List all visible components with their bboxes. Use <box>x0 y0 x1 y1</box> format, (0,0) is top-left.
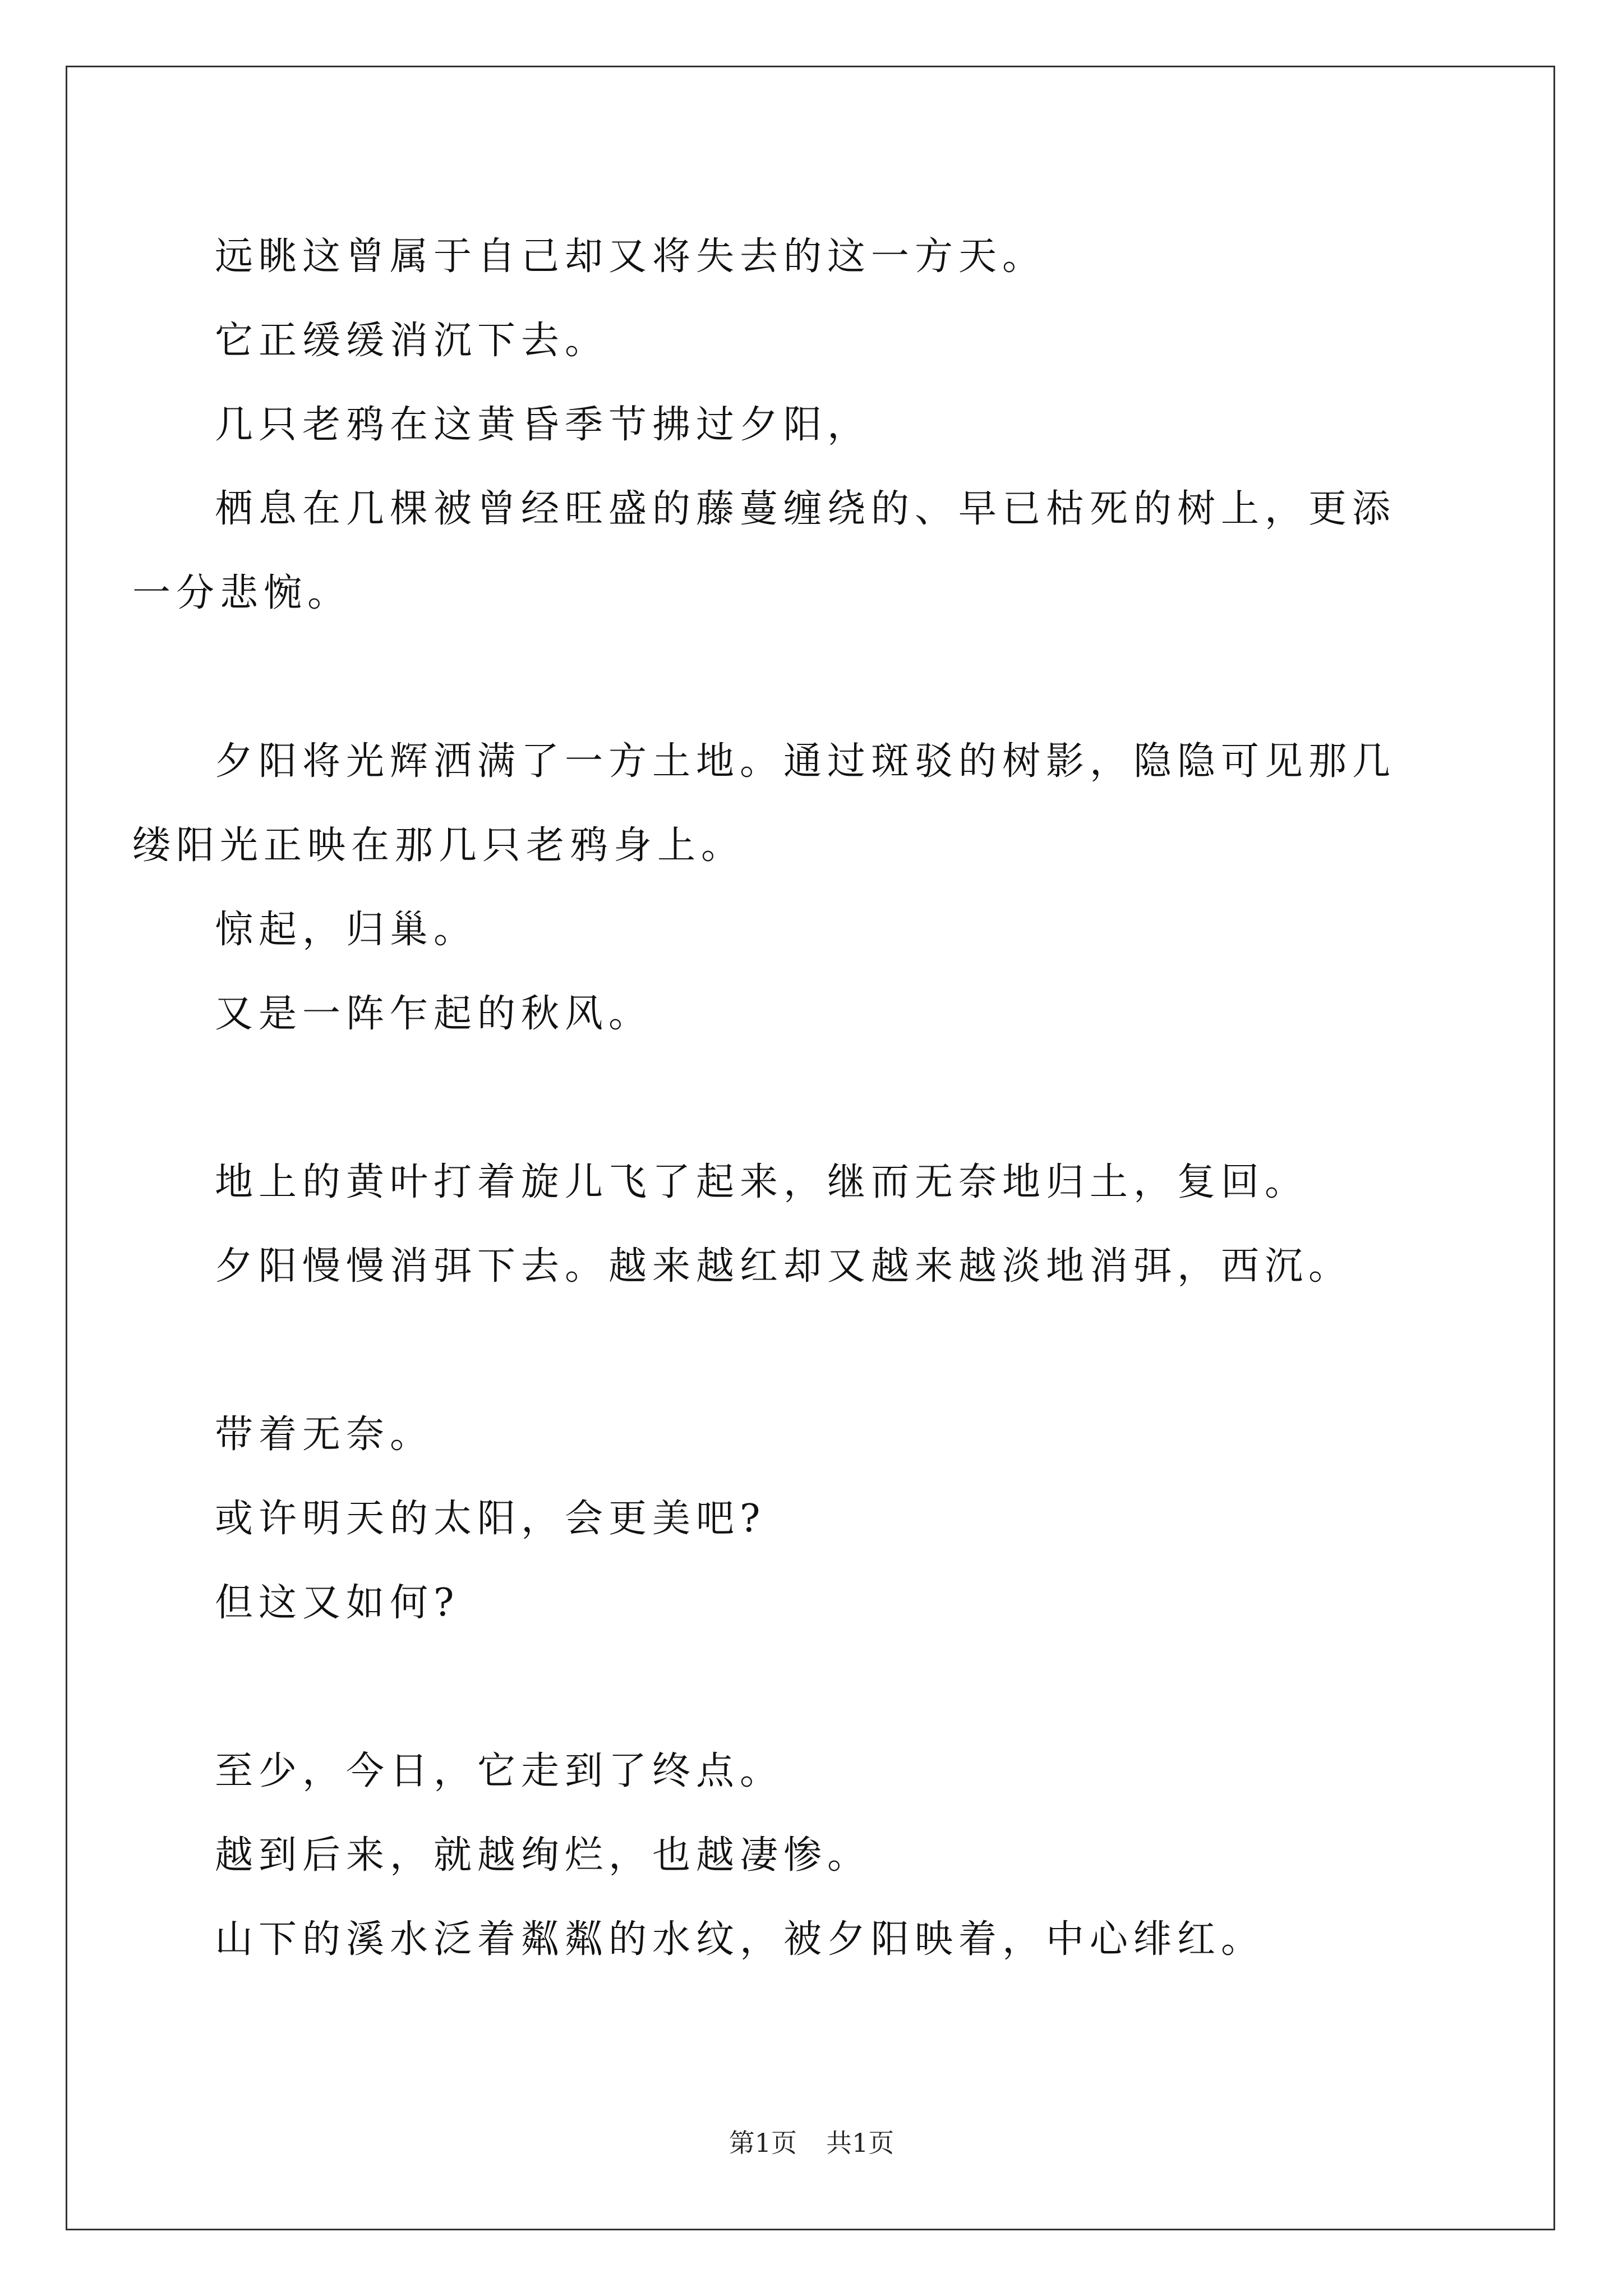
paragraph-4: 栖息在几棵被曾经旺盛的藤蔓缠绕的、早已枯死的树上，更添一分悲惋。 <box>132 487 1396 615</box>
paragraph-8: 地上的黄叶打着旋儿飞了起来，继而无奈地归土，复回。 <box>215 1160 1309 1204</box>
page-footer <box>0 2126 1623 2160</box>
paragraph-10: 带着无奈。 <box>215 1412 434 1457</box>
paragraph-11: 或许明天的太阳，会更美吧? <box>215 1497 766 1541</box>
paragraph-7: 又是一阵乍起的秋风。 <box>215 992 653 1036</box>
paragraph-12: 但这又如何? <box>215 1581 460 1625</box>
paragraph-13: 至少，今日，它走到了终点。 <box>215 1749 784 1793</box>
page-total: 共1页 <box>826 2128 895 2158</box>
paragraph-3: 几只老鸦在这黄昏季节拂过夕阳， <box>215 403 872 447</box>
paragraph-1: 远眺这曾属于自己却又将失去的这一方天。 <box>215 234 1046 279</box>
paragraph-15: 山下的溪水泛着粼粼的水纹，被夕阳映着，中心绯红。 <box>215 1917 1265 1962</box>
paragraph-6: 惊起，归巢。 <box>215 908 478 952</box>
paragraph-5: 夕阳将光辉洒满了一方土地。通过斑驳的树影，隐隐可见那几缕阳光正映在那几只老鸦身上。 <box>132 739 1396 868</box>
paragraph-9: 夕阳慢慢消弭下去。越来越红却又越来越淡地消弭，西沉。 <box>215 1244 1353 1289</box>
page-number: 第1页 <box>728 2128 797 2158</box>
paragraph-14: 越到后来，就越绚烂，也越凄惨。 <box>215 1833 872 1878</box>
paragraph-2: 它正缓缓消沉下去。 <box>215 319 609 363</box>
